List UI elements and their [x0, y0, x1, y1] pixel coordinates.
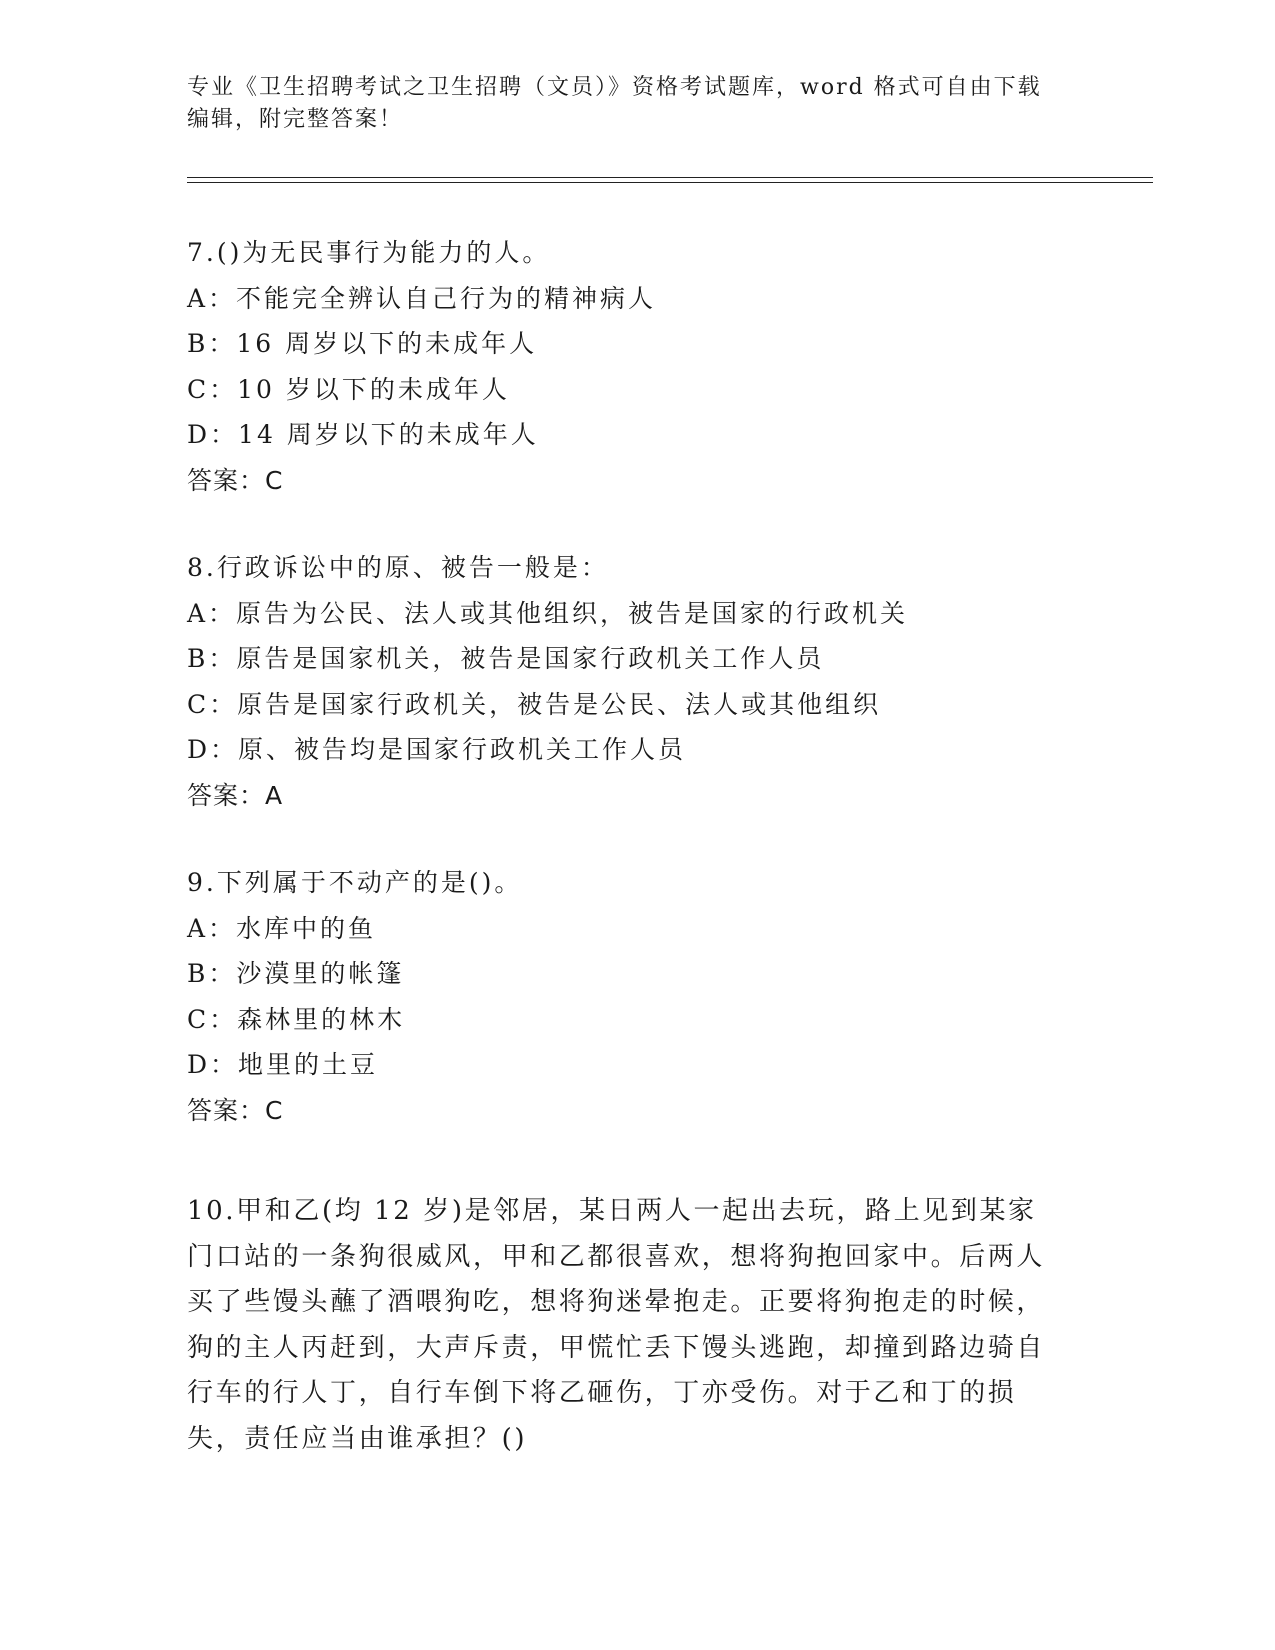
- question-8: [187, 545, 1067, 818]
- option-c: C：原告是国家行政机关，被告是公民、法人或其他组织: [187, 689, 882, 719]
- option-b: B：沙漠里的帐篷: [187, 959, 405, 988]
- question-stem: 7.()为无民事行为能力的人。: [187, 238, 551, 267]
- question-9: [187, 860, 1067, 1133]
- option-b: B：原告是国家机关，被告是国家行政机关工作人员: [187, 644, 825, 673]
- option-c: C：森林里的林木: [187, 1004, 406, 1034]
- option-d: D：14 周岁以下的未成年人: [187, 420, 539, 449]
- answer-line: 答案：C: [187, 1095, 284, 1125]
- option-d: D：原、被告均是国家行政机关工作人员: [187, 735, 687, 764]
- header-line-1: 专业《卫生招聘考试之卫生招聘（文员）》资格考试题库，word 格式可自由下载: [187, 75, 1042, 100]
- option-c: C：10 岁以下的未成年人: [187, 374, 510, 404]
- question-stem: 9.下列属于不动产的是()。: [187, 868, 523, 897]
- header-rule-top: [187, 177, 1153, 178]
- document-header: [187, 72, 1087, 136]
- option-b: B：16 周岁以下的未成年人: [187, 329, 538, 358]
- question-stem: 8.行政诉讼中的原、被告一般是：: [187, 553, 609, 582]
- question-10: 10.甲和乙(均 12 岁)是邻居，某日两人一起出去玩，路上见到某家门口站的一条狗很威风，甲和乙都很喜欢，想将狗抱回家中。后两人买了些馒头蘸了酒喂狗吃，想将狗迷晕抱走。正要将狗抱走的时候，狗的主人丙赶到，大声斥责，甲慌忙丢下馒头逃跑，却撞到路边骑自行车的行人丁，自行车倒下将乙砸伤，丁亦受伤。对于乙和丁的损失，责任应当由谁承担？(): [187, 1196, 1046, 1454]
- answer-line: 答案：C: [187, 465, 284, 495]
- option-a: A：水库中的鱼: [187, 913, 377, 943]
- header-rule-bottom: [187, 182, 1153, 183]
- answer-line: 答案：A: [187, 780, 284, 810]
- header-line-2: 编辑，附完整答案！: [187, 107, 404, 132]
- option-a: A：不能完全辨认自己行为的精神病人: [187, 283, 657, 313]
- option-a: A：原告为公民、法人或其他组织，被告是国家的行政机关: [187, 598, 909, 628]
- question-7: [187, 230, 1067, 503]
- option-d: D：地里的土豆: [187, 1050, 379, 1079]
